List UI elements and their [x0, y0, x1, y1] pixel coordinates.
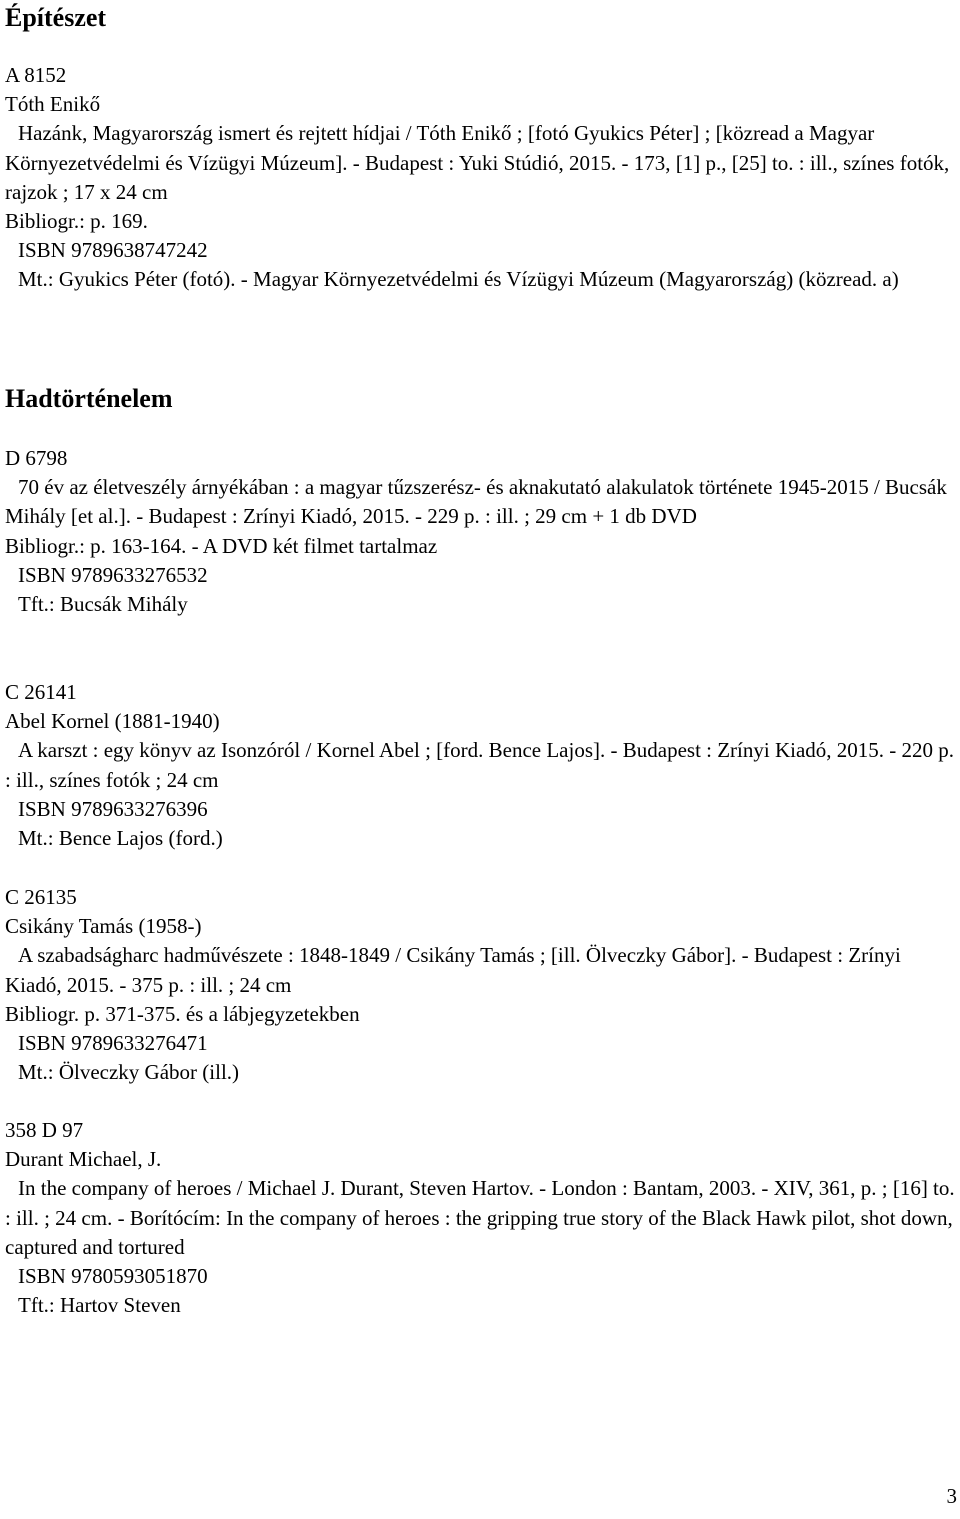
notes: Bibliogr.: p. 169.: [5, 209, 148, 234]
tracing: Mt.: Gyukics Péter (fotó). - Magyar Környezetvédelmi és Vízügyi Múzeum (Magyarország) (közread. a): [18, 267, 899, 292]
description: A szabadságharc hadművészete : 1848-1849 / Csikány Tamás ; [ill. Ölveczky Gábor]. - Budapest : Zrínyi Kiadó, 2015. - 375 p. : ill. ; 24 cm: [5, 943, 901, 997]
tracing: Tft.: Bucsák Mihály: [18, 592, 188, 617]
section-title-architecture: Építészet: [5, 3, 107, 32]
author: Abel Kornel (1881-1940): [5, 709, 220, 734]
call-number: A 8152: [5, 63, 67, 87]
description: A karszt : egy könyv az Isonzóról / Kornel Abel ; [ford. Bence Lajos]. - Budapest : Zrínyi Kiadó, 2015. - 220 p. : ill., színes fotók ; 24 cm: [5, 738, 955, 792]
catalog-entry: [5, 444, 955, 619]
author: Tóth Enikő: [5, 92, 101, 117]
isbn: ISBN 9789633276396: [18, 796, 208, 821]
catalog-entry: [5, 883, 955, 1087]
notes: Bibliogr.: p. 163-164. - A DVD két filmet tartalmaz: [5, 533, 438, 558]
call-number: C 26141: [5, 680, 77, 704]
page-number: 3: [946, 1484, 957, 1508]
description: Hazánk, Magyarország ismert és rejtett hídjai / Tóth Enikő ; [fotó Gyukics Péter] ; [közread a Magyar Környezetvédelmi és Vízügyi Múzeum]. - Budapest : Yuki Stúdió, 2015. - 173, [1] p., [25] to. : ill., színes fotók, rajzok ; 17 x 24 cm: [5, 121, 950, 204]
isbn: ISBN 9789633276532: [18, 562, 208, 587]
call-number: D 6798: [5, 446, 68, 470]
isbn: ISBN 9789633276471: [18, 1031, 208, 1056]
isbn: ISBN 9789638747242: [18, 238, 208, 263]
call-number: 358 D 97: [5, 1118, 84, 1142]
isbn: ISBN 9780593051870: [18, 1264, 208, 1289]
description: 70 év az életveszély árnyékában : a magyar tűzszerész- és aknakutató alakulatok története 1945-2015 / Bucsák Mihály [et al.]. - Budapest : Zrínyi Kiadó, 2015. - 229 p. : ill. ; 29 cm + 1 db DVD: [5, 475, 947, 529]
catalog-entry: [5, 61, 955, 295]
description: In the company of heroes / Michael J. Durant, Steven Hartov. - London : Bantam, 2003. - XIV, 361, p. ; [16] to. : ill. ; 24 cm. - Borítócím: In the company of heroes : the gripping true story of the Black Hawk pilot, shot down, captured and tortured: [5, 1176, 955, 1259]
catalog-entry: [5, 1116, 955, 1320]
tracing: Mt.: Bence Lajos (ford.): [18, 826, 223, 851]
catalog-entry: [5, 678, 955, 853]
author: Durant Michael, J.: [5, 1147, 162, 1172]
notes: Bibliogr. p. 371-375. és a lábjegyzetekben: [5, 1001, 360, 1026]
section-title-military-history: Hadtörténelem: [5, 384, 173, 413]
author: Csikány Tamás (1958-): [5, 914, 202, 939]
tracing: Mt.: Ölveczky Gábor (ill.): [18, 1060, 240, 1085]
tracing: Tft.: Hartov Steven: [18, 1293, 181, 1318]
call-number: C 26135: [5, 885, 77, 909]
